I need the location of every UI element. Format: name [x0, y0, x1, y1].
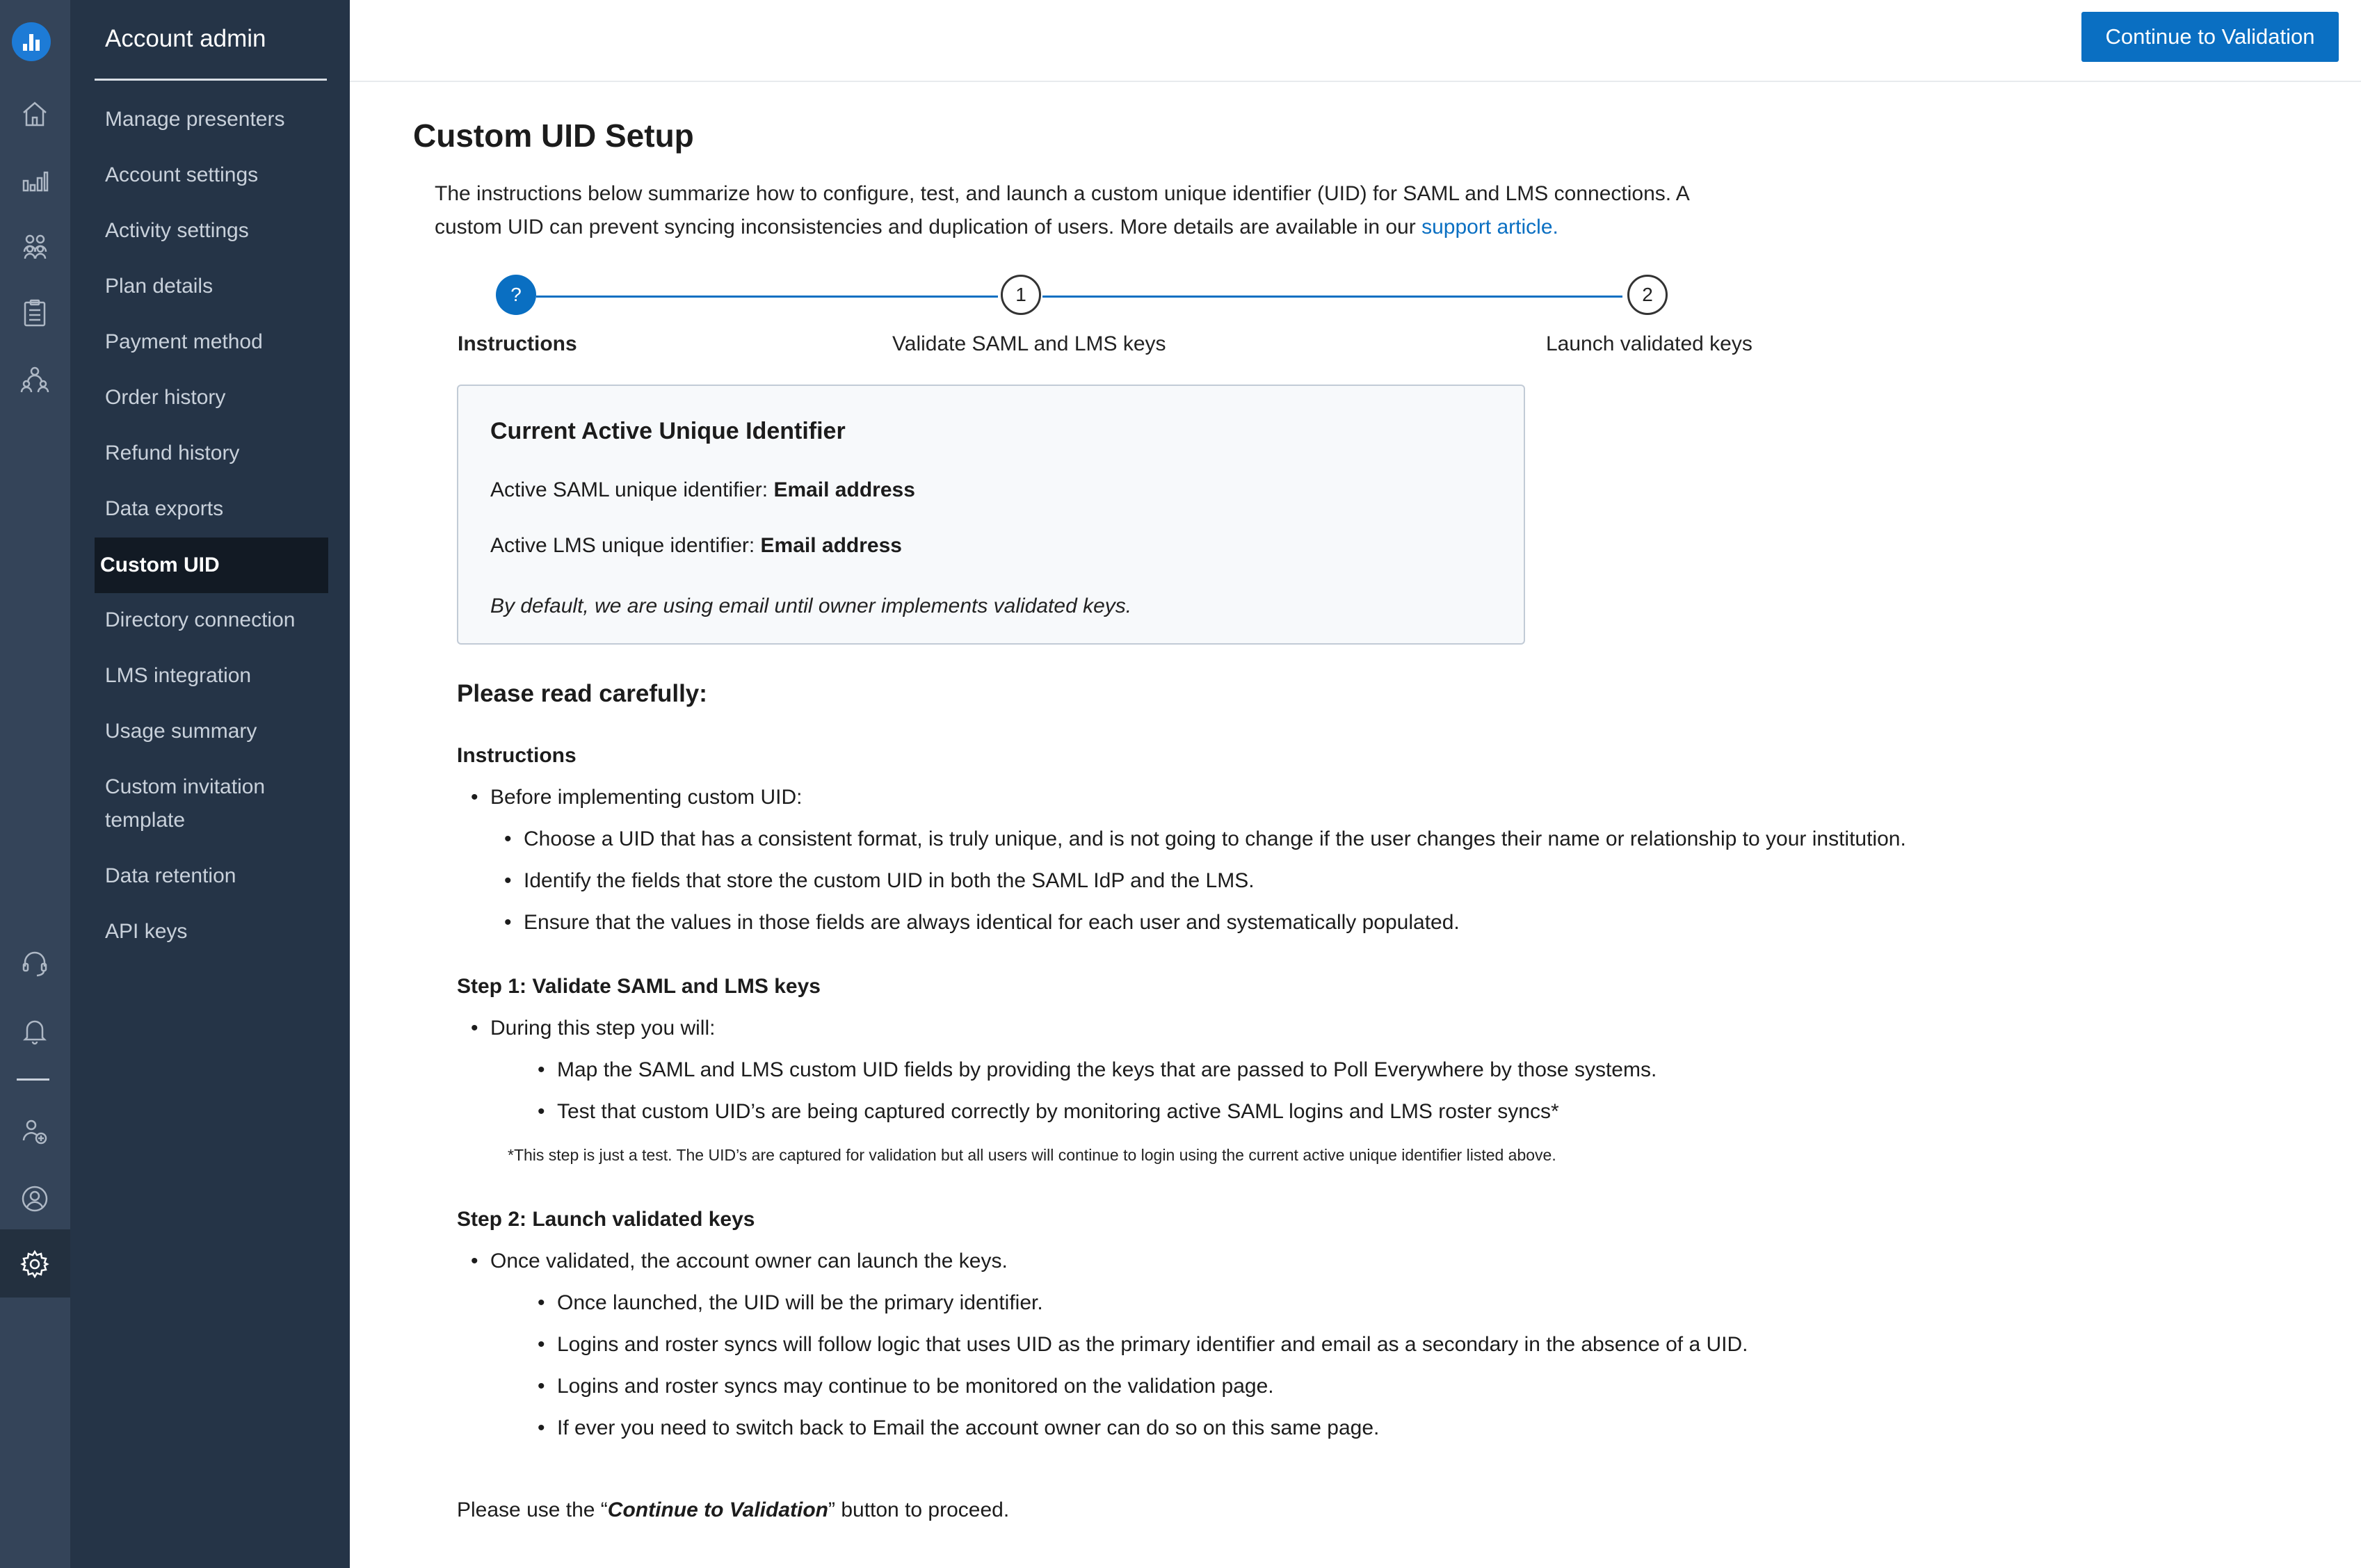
list-item: • Choose a UID that has a consistent format, is truly unique, and is not going to change if the user changes their name or relationship to your institution.	[524, 827, 1906, 851]
chart-icon[interactable]	[15, 161, 54, 200]
instructions-heading: Instructions	[457, 744, 577, 767]
step1-footnote: *This step is just a test. The UID’s are captured for validation but all users will continue to login using the current active unique identifier listed above.	[508, 1146, 1556, 1164]
continue-to-validation-button[interactable]: Continue to Validation	[2081, 12, 2339, 62]
step2-heading: Step 2: Launch validated keys	[457, 1208, 755, 1231]
settings-icon[interactable]	[15, 1245, 54, 1284]
proceed-instruction	[457, 1498, 1009, 1522]
rail-divider	[17, 1078, 49, 1081]
sidebar-item-custom-invitation-template-line2[interactable]: template	[105, 809, 186, 832]
proceed-suffix: ” button to proceed.	[828, 1498, 1010, 1521]
stepper-line-2	[1042, 296, 1622, 298]
proceed-prefix: Please use the “	[457, 1498, 608, 1521]
sidebar-item-account-settings[interactable]: Account settings	[105, 163, 259, 186]
sidebar-item-manage-presenters[interactable]: Manage presenters	[105, 108, 285, 131]
intro-text	[435, 177, 1742, 244]
sidebar-item-activity-settings[interactable]: Activity settings	[105, 219, 249, 242]
add-user-icon[interactable]	[15, 1113, 54, 1151]
lms-identifier-value: Email address	[760, 534, 902, 557]
sidebar-item-plan-details[interactable]: Plan details	[105, 275, 213, 298]
read-carefully-heading: Please read carefully:	[457, 680, 707, 707]
list-item: • Test that custom UID’s are being captured correctly by monitoring active SAML logins and LMS roster syncs*	[557, 1100, 1559, 1124]
list-item: • During this step you will:	[490, 1017, 715, 1040]
sidebar	[70, 0, 350, 1568]
lms-identifier-label: Active LMS unique identifier:	[490, 534, 761, 557]
sidebar-title-divider	[95, 79, 327, 81]
current-identifier-card	[457, 385, 1525, 645]
support-article-link[interactable]: support article.	[1421, 216, 1558, 239]
sidebar-item-usage-summary[interactable]: Usage summary	[105, 720, 257, 743]
list-item: • If ever you need to switch back to Email the account owner can do so on this same page.	[557, 1416, 1379, 1440]
step-validate-label: Validate SAML and LMS keys	[892, 332, 1166, 355]
sidebar-item-lms-integration[interactable]: LMS integration	[105, 664, 252, 687]
sidebar-item-data-exports[interactable]: Data exports	[105, 497, 224, 520]
list-item: • Once validated, the account owner can launch the keys.	[490, 1250, 1008, 1273]
list-item: • Once launched, the UID will be the primary identifier.	[557, 1291, 1043, 1315]
step-instructions-label: Instructions	[458, 332, 577, 355]
saml-identifier-row	[490, 478, 915, 502]
sidebar-item-data-retention[interactable]: Data retention	[105, 864, 236, 887]
support-icon[interactable]	[15, 944, 54, 983]
step-instructions-marker[interactable]: ?	[496, 275, 536, 315]
list-item: • Logins and roster syncs will follow logic that uses UID as the primary identifier and email as a secondary in the absence of a UID.	[557, 1333, 1748, 1357]
sidebar-item-custom-invitation-template[interactable]: Custom invitation	[105, 775, 266, 798]
card-note: By default, we are using email until owner implements validated keys.	[490, 595, 1132, 617]
list-item: • Before implementing custom UID:	[490, 786, 803, 809]
intro-line-1: The instructions below summarize how to configure, test, and launch a custom unique identifier (UID) for SAML and LMS connections. A	[435, 182, 1690, 205]
list-item: • Map the SAML and LMS custom UID fields by providing the keys that are passed to Poll Everywhere by those systems.	[557, 1058, 1657, 1082]
card-title: Current Active Unique Identifier	[490, 418, 846, 444]
list-item: • Ensure that the values in those fields are always identical for each user and systematically populated.	[524, 911, 1460, 935]
lms-identifier-row	[490, 534, 902, 558]
saml-identifier-value: Email address	[773, 478, 915, 501]
logo-icon[interactable]	[12, 22, 51, 61]
list-item: • Logins and roster syncs may continue to be monitored on the validation page.	[557, 1375, 1274, 1398]
top-bar	[350, 0, 2361, 82]
bell-icon[interactable]	[15, 1011, 54, 1050]
step-launch-label: Launch validated keys	[1546, 332, 1752, 355]
list-item: • Identify the fields that store the custom UID in both the SAML IdP and the LMS.	[524, 869, 1255, 893]
step-launch-marker[interactable]: 2	[1627, 275, 1668, 315]
icon-rail	[0, 0, 70, 1568]
account-icon[interactable]	[15, 1179, 54, 1218]
sidebar-item-order-history[interactable]: Order history	[105, 386, 226, 409]
sidebar-item-refund-history[interactable]: Refund history	[105, 442, 240, 464]
step-validate-marker[interactable]: 1	[1001, 275, 1041, 315]
clipboard-icon[interactable]	[15, 293, 54, 332]
intro-line-2: custom UID can prevent syncing inconsistencies and duplication of users. More details are available in our	[435, 216, 1422, 239]
proceed-button-reference: Continue to Validation	[607, 1498, 828, 1521]
saml-identifier-label: Active SAML unique identifier:	[490, 478, 774, 501]
step1-heading: Step 1: Validate SAML and LMS keys	[457, 975, 821, 998]
sidebar-title: Account admin	[105, 25, 266, 52]
team-icon[interactable]	[15, 360, 54, 399]
sidebar-item-payment-method[interactable]: Payment method	[105, 330, 263, 353]
stepper-line-1	[536, 296, 998, 298]
sidebar-item-directory-connection[interactable]: Directory connection	[105, 608, 296, 631]
participants-icon[interactable]	[15, 227, 54, 266]
home-icon[interactable]	[15, 95, 54, 134]
sidebar-item-custom-uid[interactable]: Custom UID	[95, 538, 328, 593]
sidebar-item-api-keys[interactable]: API keys	[105, 920, 188, 943]
page-title: Custom UID Setup	[413, 118, 694, 154]
